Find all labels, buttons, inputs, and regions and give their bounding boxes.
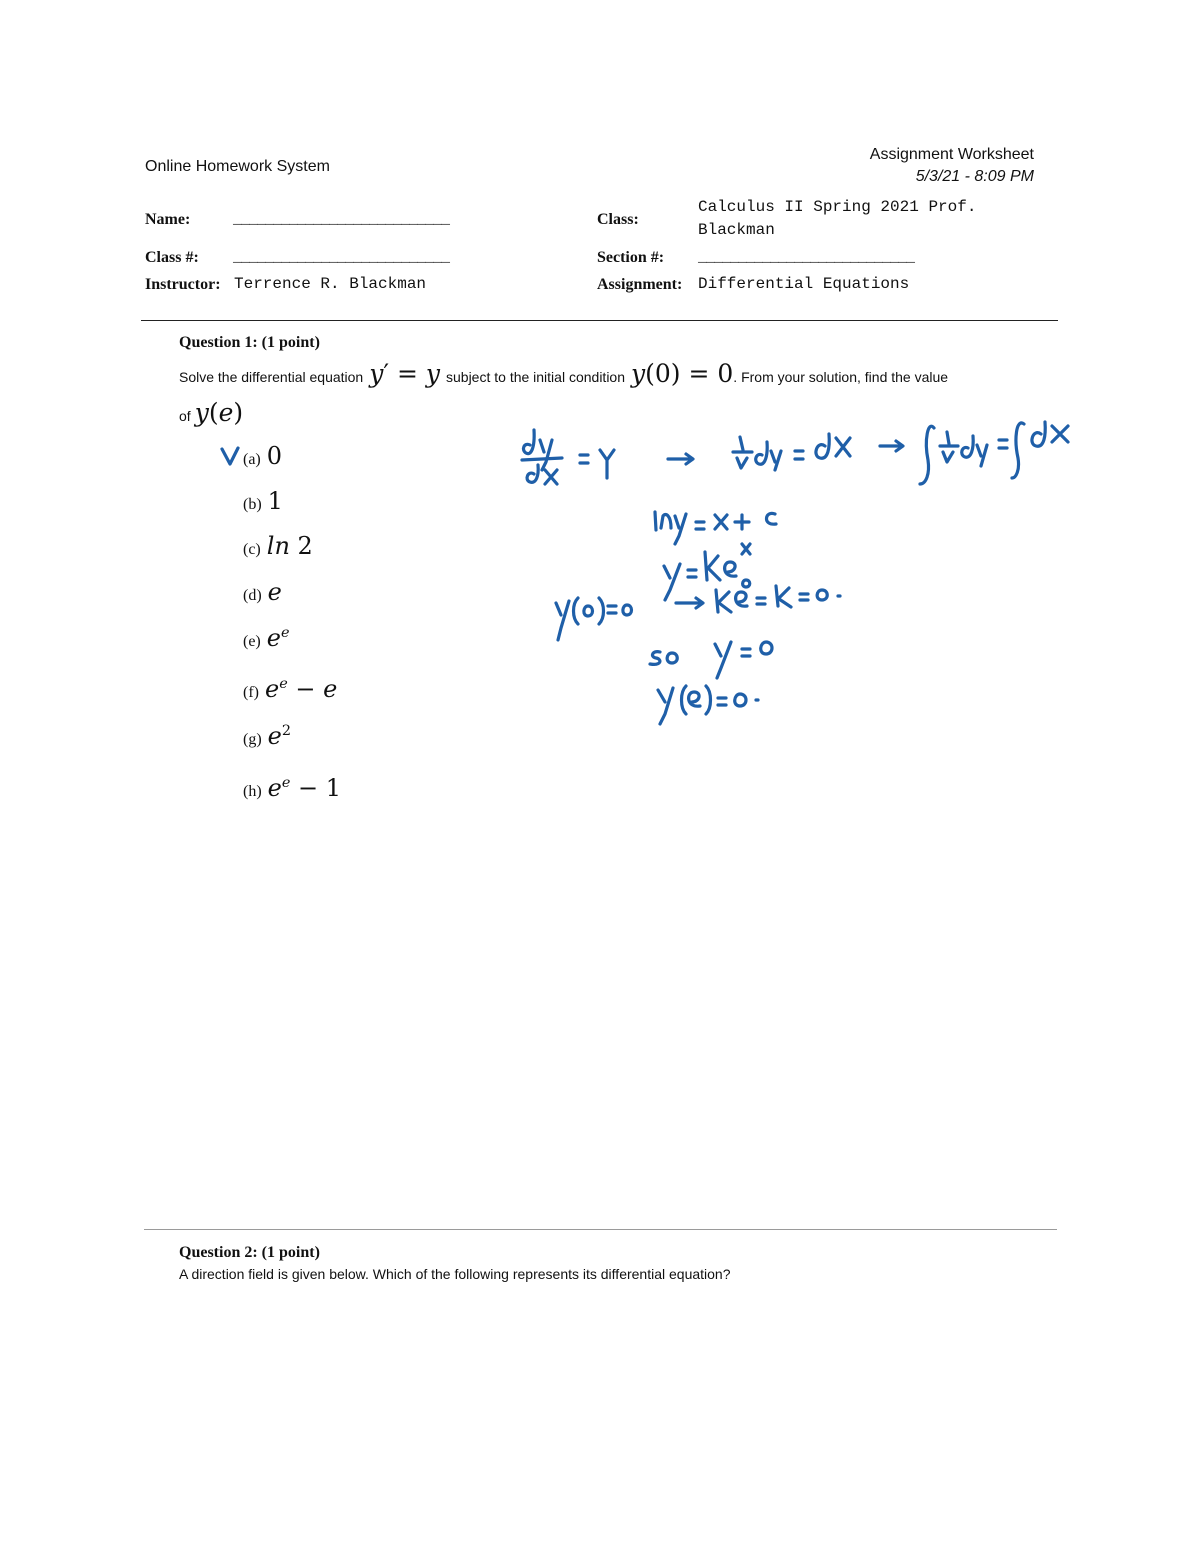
question-divider	[144, 1229, 1057, 1230]
option-a-key: (a)	[243, 451, 261, 468]
assignment-value: Differential Equations	[698, 275, 910, 293]
q1-target: y(e)	[194, 398, 244, 427]
name-label: Name:	[145, 211, 191, 228]
instructor-label: Instructor:	[145, 276, 221, 293]
option-g-value: $e^2$	[267, 722, 292, 750]
hand-line5	[650, 642, 772, 678]
q2-title: Question 2: (1 point)	[179, 1244, 320, 1261]
class-num-label: Class #:	[145, 249, 199, 266]
hand-line1	[522, 422, 1068, 484]
option-e-value: $e^e$	[266, 624, 290, 652]
q1-text-a: Solve the differential equation	[179, 369, 364, 385]
q1-title: Question 1: (1 point)	[179, 334, 320, 351]
section-label: Section #:	[597, 249, 665, 266]
hand-line2	[655, 512, 776, 544]
class-label: Class:	[597, 211, 639, 228]
q1-text-c: . From your solution, find the value	[733, 369, 949, 385]
class-value-line1: Calculus II Spring 2021 Prof.	[698, 198, 977, 216]
option-d-value: e	[267, 578, 282, 606]
assignment-label: Assignment:	[597, 276, 683, 293]
worksheet-title: Assignment Worksheet	[869, 146, 1034, 163]
q1-text-b: subject to the initial condition	[446, 369, 625, 385]
q2-prompt: A direction field is given below. Which of the following represents its differential equation?	[179, 1266, 731, 1282]
name-blank: ___________________________	[233, 211, 450, 228]
option-c-key: (c)	[243, 541, 261, 558]
class-num-blank: ___________________________	[233, 249, 450, 266]
option-e-key: (e)	[243, 633, 261, 650]
q1-text-d: of	[179, 408, 191, 424]
q1-equation: y′ = y	[369, 359, 440, 388]
check-mark	[222, 448, 238, 464]
option-b-key: (b)	[243, 496, 262, 513]
option-f-key: (f)	[243, 684, 259, 701]
option-d-key: (d)	[243, 587, 262, 604]
option-c-value: ln 2	[266, 532, 313, 560]
option-f-value: $e^e - e$	[264, 675, 338, 703]
option-a-value: 0	[266, 442, 283, 470]
section-blank: ___________________________	[698, 249, 915, 266]
instructor-value: Terrence R. Blackman	[234, 275, 427, 293]
option-h-value: $e^e - 1$	[267, 774, 342, 802]
option-b-value: 1	[267, 487, 283, 515]
hand-line4	[556, 580, 840, 640]
option-g-key: (g)	[243, 731, 262, 748]
class-value-line2: Blackman	[698, 221, 775, 239]
hand-line6	[658, 686, 758, 724]
q1-initial-condition: y(0) = 0	[631, 359, 734, 388]
option-h-key: (h)	[243, 783, 262, 800]
worksheet-datetime: 5/3/21 - 8:09 PM	[915, 168, 1034, 185]
system-name: Online Homework System	[145, 158, 330, 175]
